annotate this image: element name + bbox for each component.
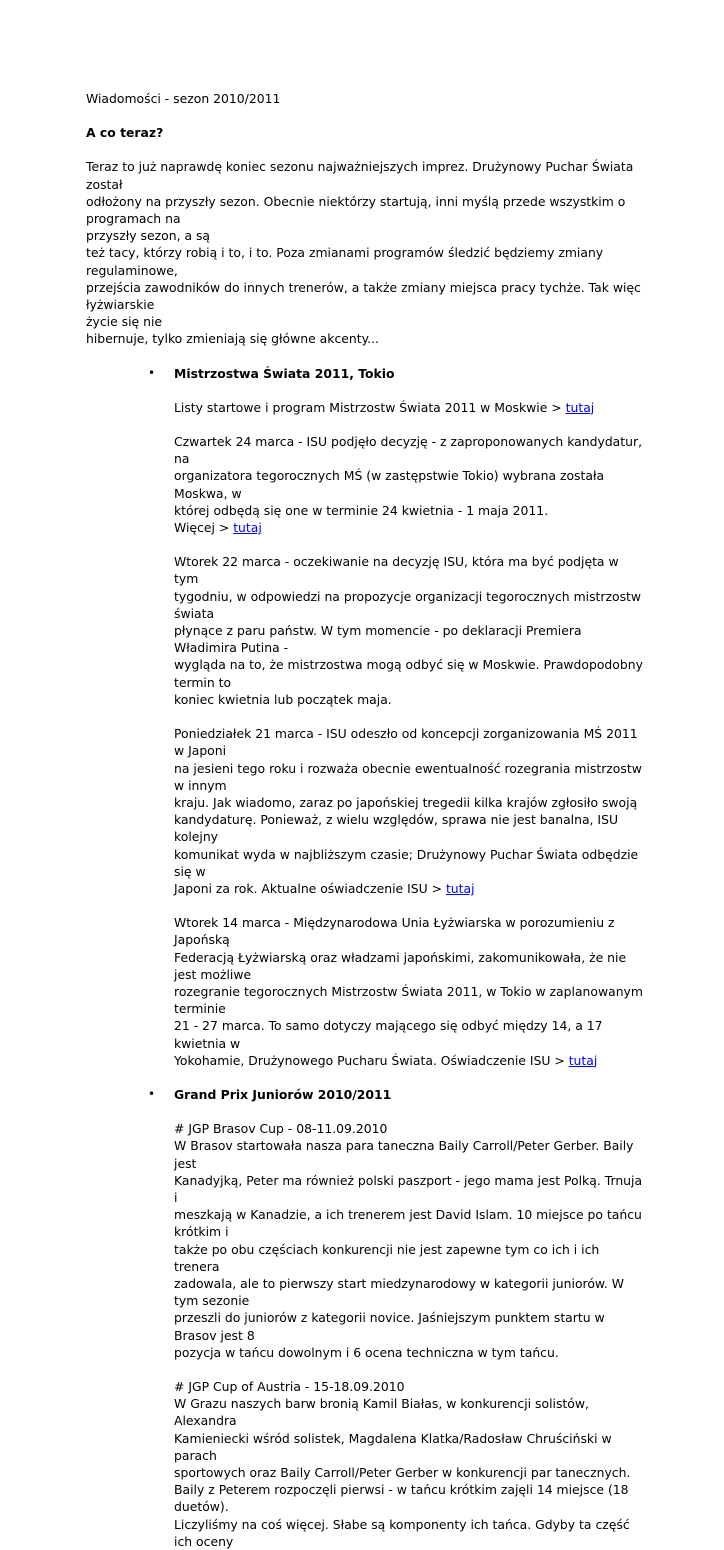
news-line: wygląda na to, że mistrzostwa mogą odbyć się w Moskwie. Prawdopodobny termin to <box>174 657 643 690</box>
news-line: Japoni za rok. Aktualne oświadczenie ISU > <box>174 880 446 896</box>
news-line: rozegranie tegorocznych Mistrzostw Świata 2011, w Tokio w zaplanowanym terminie <box>174 983 643 1017</box>
news-item <box>174 1378 646 1550</box>
section-title: Mistrzostwa Świata 2011, Tokio <box>174 365 395 381</box>
news-line: Czwartek 24 marca - ISU podjęło decyzję - z zaproponowanych kandydatur, na <box>174 434 643 467</box>
isu-statement-link[interactable]: tutaj <box>445 880 475 896</box>
news-line: organizatora tegorocznych MŚ (w zastępstwie Tokio) wybrana została Moskwa, w <box>174 468 605 501</box>
news-item <box>174 433 646 536</box>
more-link[interactable]: tutaj <box>233 520 262 536</box>
start-lists-link[interactable]: tutaj <box>565 399 595 415</box>
news-line: # JGP Cup of Austria - 15-18.09.2010 <box>174 1379 405 1394</box>
news-line: kraju. Jak wiadomo, zaraz po japońskiej tregedii kilka krajów zgłosiło swoją <box>174 794 638 810</box>
intro-line: odłożony na przyszły sezon. Obecnie niektórzy startują, inni myślą przede wszystkim o programach na <box>86 193 626 227</box>
section-junior-grand-prix <box>86 1086 646 1550</box>
news-line: komunikat wyda w najbliższym czasie; Drużynowy Puchar Świata odbędzie się w <box>174 846 639 879</box>
news-line: Kamieniecki wśród solistek, Magdalena Klatka/Radosław Chruściński w parach <box>174 1430 612 1463</box>
news-line: Kanadyjką, Peter ma również polski paszport - jego mama jest Polką. Trnuja i <box>174 1172 643 1205</box>
article-title: A co teraz? <box>86 125 164 141</box>
news-header: Wiadomości - sezon 2010/2011 <box>86 91 281 106</box>
news-item <box>174 1120 646 1361</box>
intro-line: przyszły sezon, a są <box>86 228 211 244</box>
news-item <box>174 725 646 897</box>
news-line: meszkają w Kanadzie, a ich trenerem jest David Islam. 10 miejsce po tańcu krótkim i <box>174 1207 642 1240</box>
news-line: sportowych oraz Baily Carroll/Peter Gerber w konkurencji par tanecznych. <box>174 1465 631 1481</box>
document-page <box>86 90 646 1550</box>
bullet-icon: • <box>148 1086 156 1101</box>
intro-line: przejścia zawodników do innych trenerów, a także zmiany miejsca pracy tychże. Tak więc łyżwiarskie <box>86 279 641 313</box>
news-line: koniec kwietnia lub początek maja. <box>174 691 392 707</box>
news-line: na jesieni tego roku i rozważa obecnie ewentualność rozegrania mistrzostw w innym <box>174 760 642 793</box>
intro-line: hibernuje, tylko zmieniają się główne akcenty... <box>86 331 379 347</box>
news-line: płynące z paru państw. W tym momencie - po deklaracji Premiera Władimira Putina - <box>174 623 582 656</box>
isu-statement-link[interactable]: tutaj <box>568 1052 598 1068</box>
news-item <box>174 553 646 708</box>
news-line: Federacją Łyżwiarską oraz władzami japońskimi, zakomunikowała, że nie jest możliwe <box>174 949 627 982</box>
news-line: Wtorek 14 marca - Międzynarodowa Unia Łyżwiarska w porozumieniu z Japońską <box>174 915 615 948</box>
news-line: pozycja w tańcu dowolnym i 6 ocena techniczna w tym tańcu. <box>174 1344 559 1360</box>
news-line: W Grazu naszych barw bronią Kamil Białas, w konkurencji solistów, Alexandra <box>174 1396 589 1429</box>
news-line: Więcej > <box>174 520 234 536</box>
section-title: Grand Prix Juniorów 2010/2011 <box>174 1086 392 1102</box>
news-line: Wtorek 22 marca - oczekiwanie na decyzję ISU, która ma być podjęta w tym <box>174 554 619 587</box>
intro-line: też tacy, którzy robią i to, i to. Poza zmianami programów śledzić będziemy zmiany regulaminowe, <box>86 245 604 278</box>
news-line: także po obu częściach konkurencji nie jest zapewne tym co ich i ich trenera <box>174 1241 600 1274</box>
intro-line: Teraz to już naprawdę koniec sezonu najważniejszych imprez. Drużynowy Puchar Świata został <box>86 159 634 192</box>
news-line: zadowala, ale to pierwszy start miedzynarodowy w kategorii juniorów. W tym sezonie <box>174 1275 625 1309</box>
news-line: Baily z Peterem rozpoczęli pierwsi - w tańcu krótkim zajęli 14 miejsce (18 duetów). <box>174 1482 629 1515</box>
intro-line: życie się nie <box>86 314 163 330</box>
news-line: 21 - 27 marca. To samo dotyczy mającego się odbyć między 14, a 17 kwietnia w <box>174 1018 603 1051</box>
news-line: Liczyliśmy na coś więcej. Słabe są komponenty ich tańca. Gdyby ta część ich oceny <box>174 1516 630 1549</box>
news-line: # JGP Brasov Cup - 08-11.09.2010 <box>174 1121 388 1137</box>
intro-paragraph <box>86 158 646 347</box>
news-item <box>174 399 646 416</box>
news-line: kandydaturę. Ponieważ, z wielu względów, sprawa nie jest banalna, ISU kolejny <box>174 812 619 845</box>
news-line: Yokohamie, Drużynowego Pucharu Świata. Oświadczenie ISU > <box>174 1052 569 1068</box>
news-item <box>174 914 646 1069</box>
news-line: przeszli do juniorów z kategorii novice. Jaśniejszym punktem startu w Brasov jest 8 <box>174 1310 605 1343</box>
news-line: Listy startowe i program Mistrzostw Świata 2011 w Moskwie > <box>174 399 566 415</box>
section-world-championships <box>86 365 646 1069</box>
news-line: tygodniu, w odpowiedzi na propozycje organizacji tegorocznych mistrzostw świata <box>174 588 642 621</box>
news-line: W Brasov startowała nasza para taneczna Baily Carroll/Peter Gerber. Baily jest <box>174 1138 634 1171</box>
news-line: której odbędą się one w terminie 24 kwietnia - 1 maja 2011. <box>174 502 549 518</box>
news-line: Poniedziałek 21 marca - ISU odeszło od koncepcji zorganizowania MŚ 2011 w Japoni <box>174 726 638 759</box>
bullet-icon: • <box>148 365 156 380</box>
